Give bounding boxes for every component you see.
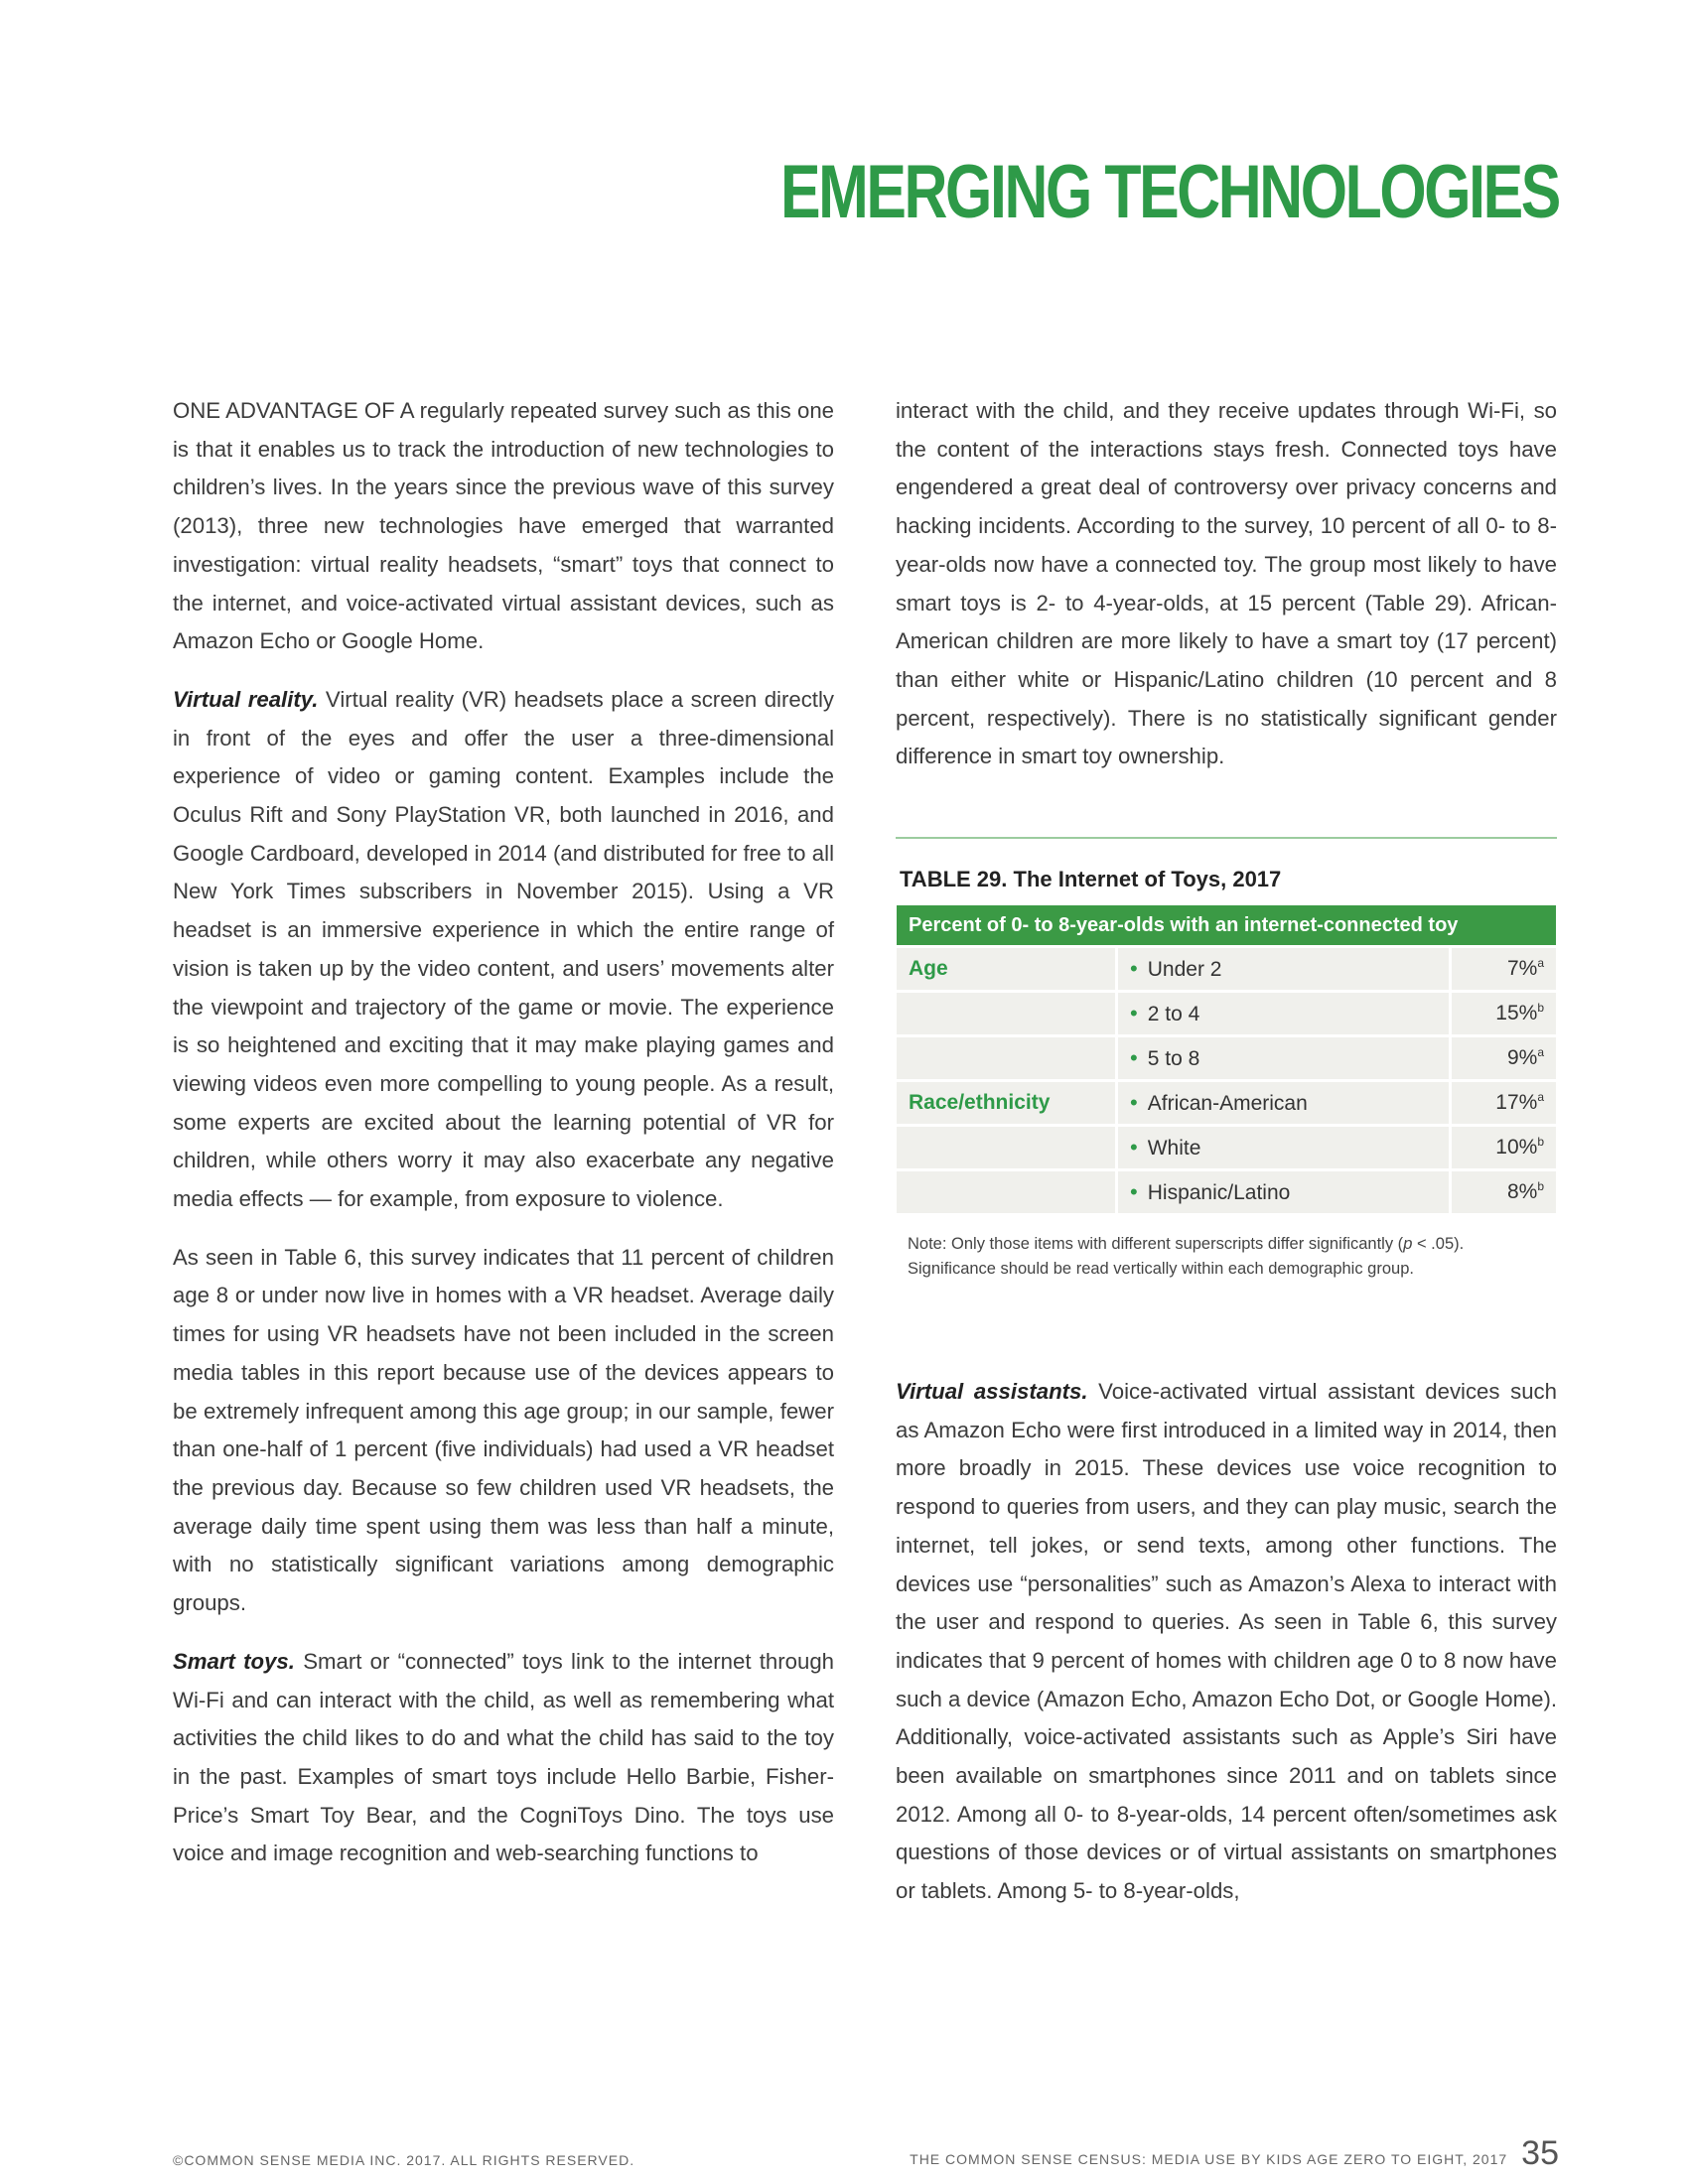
footer-copyright: ©COMMON SENSE MEDIA INC. 2017. ALL RIGHTS RESERVED.	[173, 2152, 635, 2168]
table-item-cell	[1118, 1082, 1452, 1124]
table-item-label: White	[1147, 1137, 1201, 1160]
table-group-cell	[897, 1127, 1118, 1168]
smart-toys-heading: Smart toys.	[173, 1648, 295, 1674]
smart-toys-text: Smart or “connected” toys link to the internet through Wi-Fi and can interact with the child, as well as remembering what activities the child likes to do and what the child has said to the toy in the past. Examples of smart toys include Hello Barbie, Fisher-Price’s Smart Toy Bear, and the CogniToys Dino. The toys use voice and image recognition and web-searching functions to	[173, 1648, 835, 1866]
significance-superscript: b	[1537, 1001, 1544, 1015]
virtual-assistants-heading: Virtual assistants.	[896, 1379, 1088, 1404]
table-value: 15%	[1495, 1002, 1538, 1024]
table-note-text: Note: Only those items with different superscripts differ significantly (	[908, 1235, 1404, 1253]
bullet-icon: •	[1130, 1001, 1138, 1025]
footer-running-title: THE COMMON SENSE CENSUS: MEDIA USE BY KIDS AGE ZERO TO EIGHT, 2017	[910, 2151, 1508, 2167]
virtual-assistants-text: Voice-activated virtual assistant devices such as Amazon Echo were first introduced in a limited way in 2014, then more broadly in 2015. These devices use voice recognition to respond to queries from users, and they can play music, search the internet, tell jokes, or send texts, among other functions. The devices use “personalities” such as Amazon’s Alexa to interact with the user and respond to queries. As seen in Table 6, this survey indicates that 9 percent of homes with children age 0 to 8 now have such a device (Amazon Echo, Amazon Echo Dot, or Google Home). Additionally, voice-activated assistants such as Apple’s Siri have been available on smartphones since 2011 and on tablets since 2012. Among all 0- to 8-year-olds, 14 percent often/sometimes ask questions of those devices or of virtual assistants on smartphones or tablets. Among 5- to 8-year-olds,	[896, 1379, 1557, 1904]
table-item-cell	[1118, 1127, 1452, 1168]
table-item-label: Hispanic/Latino	[1147, 1181, 1291, 1204]
significance-superscript: a	[1537, 1045, 1544, 1059]
table-row	[897, 1127, 1556, 1168]
table-value-cell	[1452, 993, 1556, 1034]
smart-toys-paragraph	[173, 1643, 834, 1873]
table-value: 8%	[1506, 1180, 1538, 1203]
table-row	[897, 993, 1556, 1034]
table-value-cell	[1452, 1171, 1556, 1213]
smart-toys-continued-paragraph: interact with the child, and they receive updates through Wi-Fi, so the content of the interactions stays fresh. Connected toys have engendered a great deal of controversy over privacy concerns and hacking incidents. According to the survey, 10 percent of all 0- to 8-year-olds now have a connected toy. The group most likely to have smart toys is 2- to 4-year-olds, at 15 percent (Table 29). African-American children are more likely to have a smart toy (17 percent) than either white or Hispanic/Latino children (10 percent and 8 percent, respectively). There is no statistically significant gender difference in smart toy ownership.	[896, 398, 1557, 769]
table-value: 7%	[1506, 957, 1538, 980]
significance-superscript: a	[1537, 1090, 1544, 1104]
table-item-label: 2 to 4	[1147, 1003, 1200, 1025]
virtual-reality-heading: Virtual reality.	[173, 686, 319, 712]
significance-superscript: b	[1537, 1135, 1544, 1149]
significance-superscript: a	[1537, 956, 1544, 970]
bullet-icon: •	[1130, 1090, 1138, 1115]
internet-of-toys-table	[897, 902, 1556, 1216]
intro-paragraph: ONE ADVANTAGE OF A regularly repeated survey such as this one is that it enables us to track the introduction of new technologies to children’s lives. In the years since the previous wave of this survey (2013), three new technologies have emerged that warranted investigation: virtual reality headsets, “smart” toys that connect to the internet, and voice-activated virtual assistant devices, such as Amazon Echo or Google Home.	[173, 398, 834, 654]
table-value-cell	[1452, 1082, 1556, 1124]
table-row	[897, 948, 1556, 990]
table-note-p: p	[1403, 1235, 1413, 1253]
significance-superscript: b	[1537, 1179, 1544, 1193]
right-column-top	[896, 392, 1557, 796]
vr-usage-paragraph: As seen in Table 6, this survey indicates that 11 percent of children age 8 or under now live in homes with a VR headset. Average daily times for using VR headsets have not been included in the screen media tables in this report because use of the devices appears to be extremely infrequent among this age group; in our sample, fewer than one-half of 1 percent (five individuals) had used a VR headset the previous day. Because so few children used VR headsets, the average daily time spent using them was less than half a minute, with no statistically significant variations among demographic groups.	[173, 1244, 834, 1616]
table-row	[897, 1082, 1556, 1124]
table-item-cell	[1118, 1037, 1452, 1079]
table-value: 10%	[1495, 1136, 1538, 1159]
table-item-cell	[1118, 993, 1452, 1034]
table-group-cell	[897, 1037, 1118, 1079]
table-group-cell: Race/ethnicity	[897, 1082, 1118, 1124]
page-title: EMERGING TECHNOLOGIES	[780, 150, 1559, 234]
table-29	[896, 837, 1557, 1282]
table-group-cell	[897, 1171, 1118, 1213]
table-row	[897, 1171, 1556, 1213]
table-group-cell: Age	[897, 948, 1118, 990]
table-value-cell	[1452, 1037, 1556, 1079]
table-item-label: African-American	[1147, 1092, 1308, 1115]
page-number: 35	[1521, 2134, 1559, 2172]
table-value-cell	[1452, 1127, 1556, 1168]
table-item-label: 5 to 8	[1147, 1047, 1200, 1070]
table-title: TABLE 29. The Internet of Toys, 2017	[900, 867, 1282, 891]
table-note-text-end: < .05). Significance should be read vertically within each demographic group.	[908, 1235, 1465, 1278]
bullet-icon: •	[1130, 1179, 1138, 1204]
left-column	[173, 392, 834, 1893]
table-item-cell	[1118, 948, 1452, 990]
bullet-icon: •	[1130, 956, 1138, 981]
table-item-label: Under 2	[1147, 958, 1222, 981]
table-value-cell	[1452, 948, 1556, 990]
table-note	[908, 1232, 1553, 1282]
table-row	[897, 1037, 1556, 1079]
virtual-reality-paragraph	[173, 681, 834, 1219]
right-column-bottom	[896, 1373, 1557, 1931]
footer-right	[910, 2134, 1559, 2173]
virtual-assistants-paragraph	[896, 1373, 1557, 1911]
virtual-reality-text: Virtual reality (VR) headsets place a screen directly in front of the eyes and offer the user a three-dimensional experience of video or gaming content. Examples include the Oculus Rift and Sony PlayStation VR, both launched in 2016, and Google Cardboard, developed in 2014 (and distributed for free to all New York Times subscribers in November 2015). Using a VR headset is an immersive experience in which the entire range of vision is taken up by the video content, and users’ movements alter the viewpoint and trajectory of the game or movie. The experience is so heightened and exciting that it may make playing games and viewing videos even more compelling to young people. As a result, some experts are excited about the learning potential of VR for children, while others worry it may also exacerbate any negative media effects — for example, from exposure to violence.	[173, 686, 834, 1212]
table-group-cell	[897, 993, 1118, 1034]
table-header: Percent of 0- to 8-year-olds with an internet-connected toy	[897, 905, 1556, 945]
table-value: 9%	[1506, 1046, 1538, 1069]
table-divider	[896, 837, 1557, 839]
bullet-icon: •	[1130, 1135, 1138, 1160]
bullet-icon: •	[1130, 1045, 1138, 1070]
table-item-cell	[1118, 1171, 1452, 1213]
table-value: 17%	[1495, 1091, 1538, 1114]
